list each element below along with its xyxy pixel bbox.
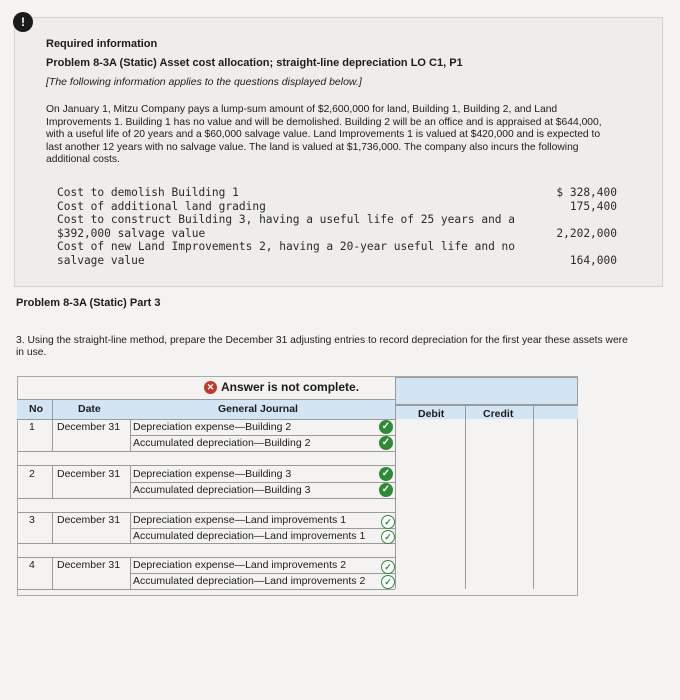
credit-account[interactable]: Accumulated depreciation—Land improvements 1 bbox=[133, 530, 366, 542]
column-header-no: No bbox=[29, 403, 43, 415]
check-icon: ✓ bbox=[381, 530, 395, 544]
cost-row bbox=[57, 186, 617, 200]
cost-row bbox=[57, 240, 617, 267]
column-header-debit: Debit bbox=[418, 408, 445, 420]
cost-label: Cost of additional land grading bbox=[57, 199, 266, 213]
info-note: [The following information applies to the questions displayed below.] bbox=[46, 76, 362, 88]
cost-amount: 2,202,000 bbox=[556, 226, 617, 240]
entry-date[interactable]: December 31 bbox=[57, 421, 121, 433]
column-header-general-journal: General Journal bbox=[218, 403, 298, 415]
credit-account[interactable]: Accumulated depreciation—Land improvements 2 bbox=[133, 575, 366, 587]
cost-amount: 164,000 bbox=[569, 253, 617, 267]
cost-row bbox=[57, 200, 617, 214]
debit-credit-header bbox=[395, 377, 578, 405]
credit-account[interactable]: Accumulated depreciation—Building 2 bbox=[133, 437, 311, 449]
column-header-date: Date bbox=[78, 403, 101, 415]
entry-date[interactable]: December 31 bbox=[57, 514, 121, 526]
check-icon: ✓ bbox=[379, 483, 393, 497]
additional-costs-list bbox=[57, 186, 617, 267]
check-icon: ✓ bbox=[379, 467, 393, 481]
check-icon: ✓ bbox=[381, 575, 395, 589]
debit-account[interactable]: Depreciation expense—Building 3 bbox=[133, 468, 292, 480]
cost-label: Cost of new Land Improvements 2, having a 20-year useful life and no salvage value bbox=[57, 240, 516, 267]
credit-account[interactable]: Accumulated depreciation—Building 3 bbox=[133, 484, 311, 496]
column-header-credit: Credit bbox=[483, 408, 514, 420]
check-icon: ✓ bbox=[381, 515, 395, 529]
answer-status-text: Answer is not complete. bbox=[221, 380, 360, 394]
check-icon: ✓ bbox=[381, 560, 395, 574]
x-circle-icon: ✕ bbox=[204, 381, 217, 394]
entry-number: 1 bbox=[29, 421, 35, 433]
question-text: 3. Using the straight-line method, prepare the December 31 adjusting entries to record depreciation for the first year these assets were in use. bbox=[16, 335, 628, 358]
cost-label: Cost to demolish Building 1 bbox=[57, 186, 239, 199]
debit-account[interactable]: Depreciation expense—Building 2 bbox=[133, 421, 292, 433]
check-icon: ✓ bbox=[379, 436, 393, 450]
cost-amount: $ 328,400 bbox=[556, 186, 617, 199]
entry-date[interactable]: December 31 bbox=[57, 468, 121, 480]
problem-title: Problem 8-3A (Static) Asset cost allocation; straight-line depreciation LO C1, P1 bbox=[46, 57, 463, 69]
entry-number: 2 bbox=[29, 468, 35, 480]
entry-date[interactable]: December 31 bbox=[57, 559, 121, 571]
part-title: Problem 8-3A (Static) Part 3 bbox=[16, 297, 161, 309]
debit-account[interactable]: Depreciation expense—Land improvements 2 bbox=[133, 559, 347, 571]
check-icon: ✓ bbox=[379, 420, 393, 434]
entry-number: 4 bbox=[29, 559, 35, 571]
cost-row bbox=[57, 213, 617, 240]
cost-amount: 175,400 bbox=[569, 199, 617, 213]
required-information-label: Required information bbox=[46, 38, 158, 50]
entry-number: 3 bbox=[29, 514, 35, 526]
answer-status bbox=[204, 380, 359, 394]
debit-account[interactable]: Depreciation expense—Land improvements 1 bbox=[133, 514, 347, 526]
cost-label: Cost to construct Building 3, having a useful life of 25 years and a $392,000 salvage value bbox=[57, 213, 516, 240]
alert-icon: ! bbox=[13, 12, 33, 32]
problem-paragraph: On January 1, Mitzu Company pays a lump-sum amount of $2,600,000 for land, Building 1, Building 2, and Land Improvements 1. Building 1 has no value and will be demolished. Building 2 will be an office and is appraised at $644,000, with a useful life of 20 years and a $60,000 salvage value. Land Improvements 1 is valued at $420,000 and is expected to last another 12 years with no salvage value. The land is valued at $1,736,000. The company also incurs the following additional costs. bbox=[46, 104, 602, 165]
